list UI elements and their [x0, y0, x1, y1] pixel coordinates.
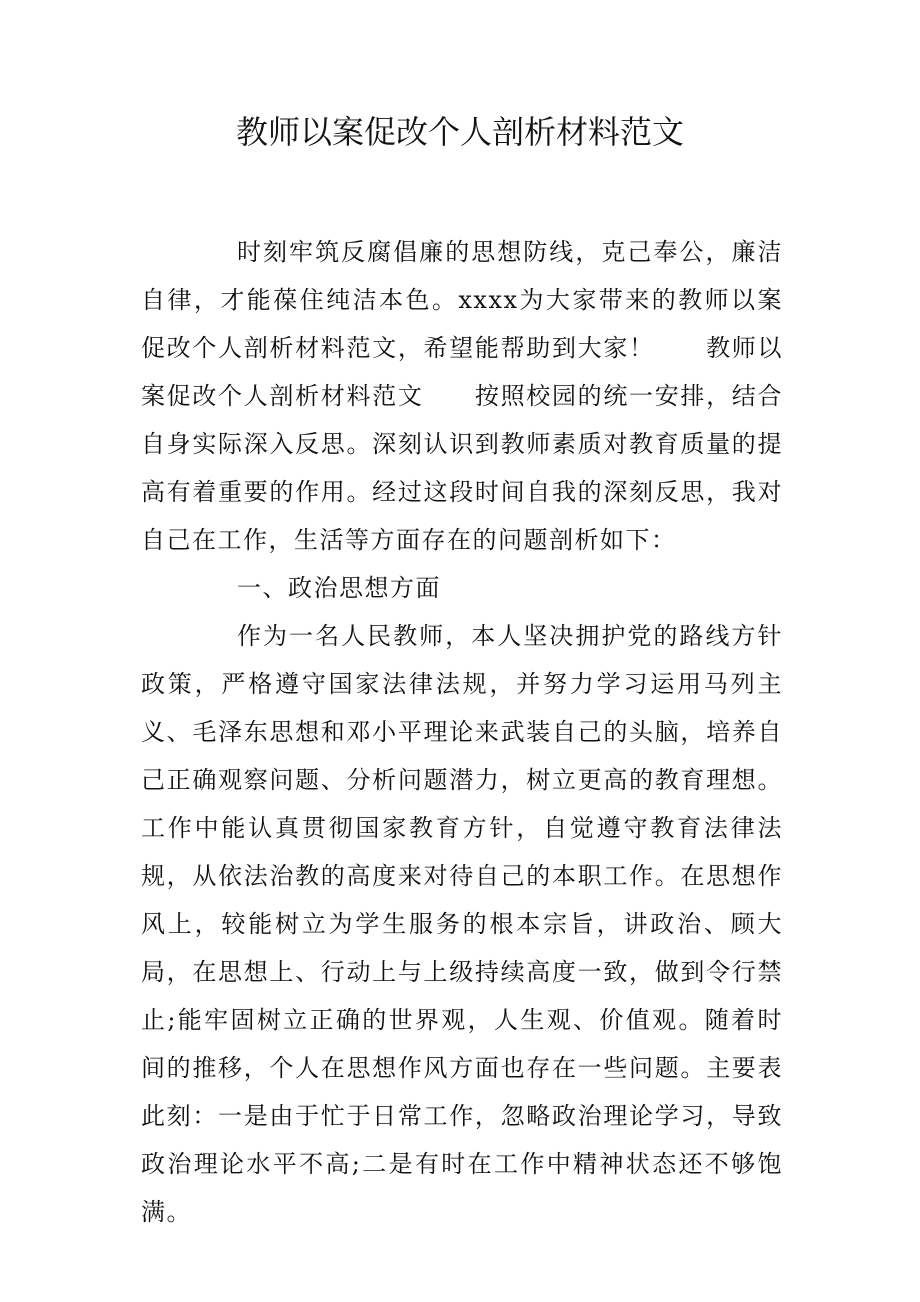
section-heading-political: 一、政治思想方面 — [237, 574, 441, 602]
document-title: 教师以案促改个人剖析材料范文 — [235, 113, 684, 151]
paragraph-political: 作为一名人民教师，本人坚决拥护党的路线方针政策，严格遵守国家法律法规，并努力学习运用马列主义、毛泽东思想和邓小平理论来武装自己的头脑，培养自己正确观察问题、分析问题潜力，树立更高的教育理想。工作中能认真贯彻国家教育方针，自觉遵守教育法律法规，从依法治教的高度来对待自己的本职工作。在思想作风上，较能树立为学生服务的根本宗旨，讲政治、顾大局，在思想上、行动上与上级持续高度一致，做到令行禁止;能牢固树立正确的世界观，人生观、价值观。随着时间的推移，个人在思想作风方面也存在一些问题。主要表此刻：一是由于忙于日常工作，忽略政治理论学习，导致政治理论水平不高;二是有时在工作中精神状态还不够饱满。 — [141, 622, 783, 1226]
paragraph-intro: 时刻牢筑反腐倡廉的思想防线，克己奉公，廉洁自律，才能葆住纯洁本色。xxxx为大家带来的教师以案促改个人剖析材料范文，希望能帮助到大家！ 教师以案促改个人剖析材料范文 按照校园的统一安排，结合自身实际深入反思。深刻认识到教师素质对教育质量的提高有着重要的作用。经过这段时间自我的深刻反思，我对自己在工作，生活等方面存在的问题剖析如下： — [141, 238, 783, 554]
document-body — [141, 228, 783, 1236]
